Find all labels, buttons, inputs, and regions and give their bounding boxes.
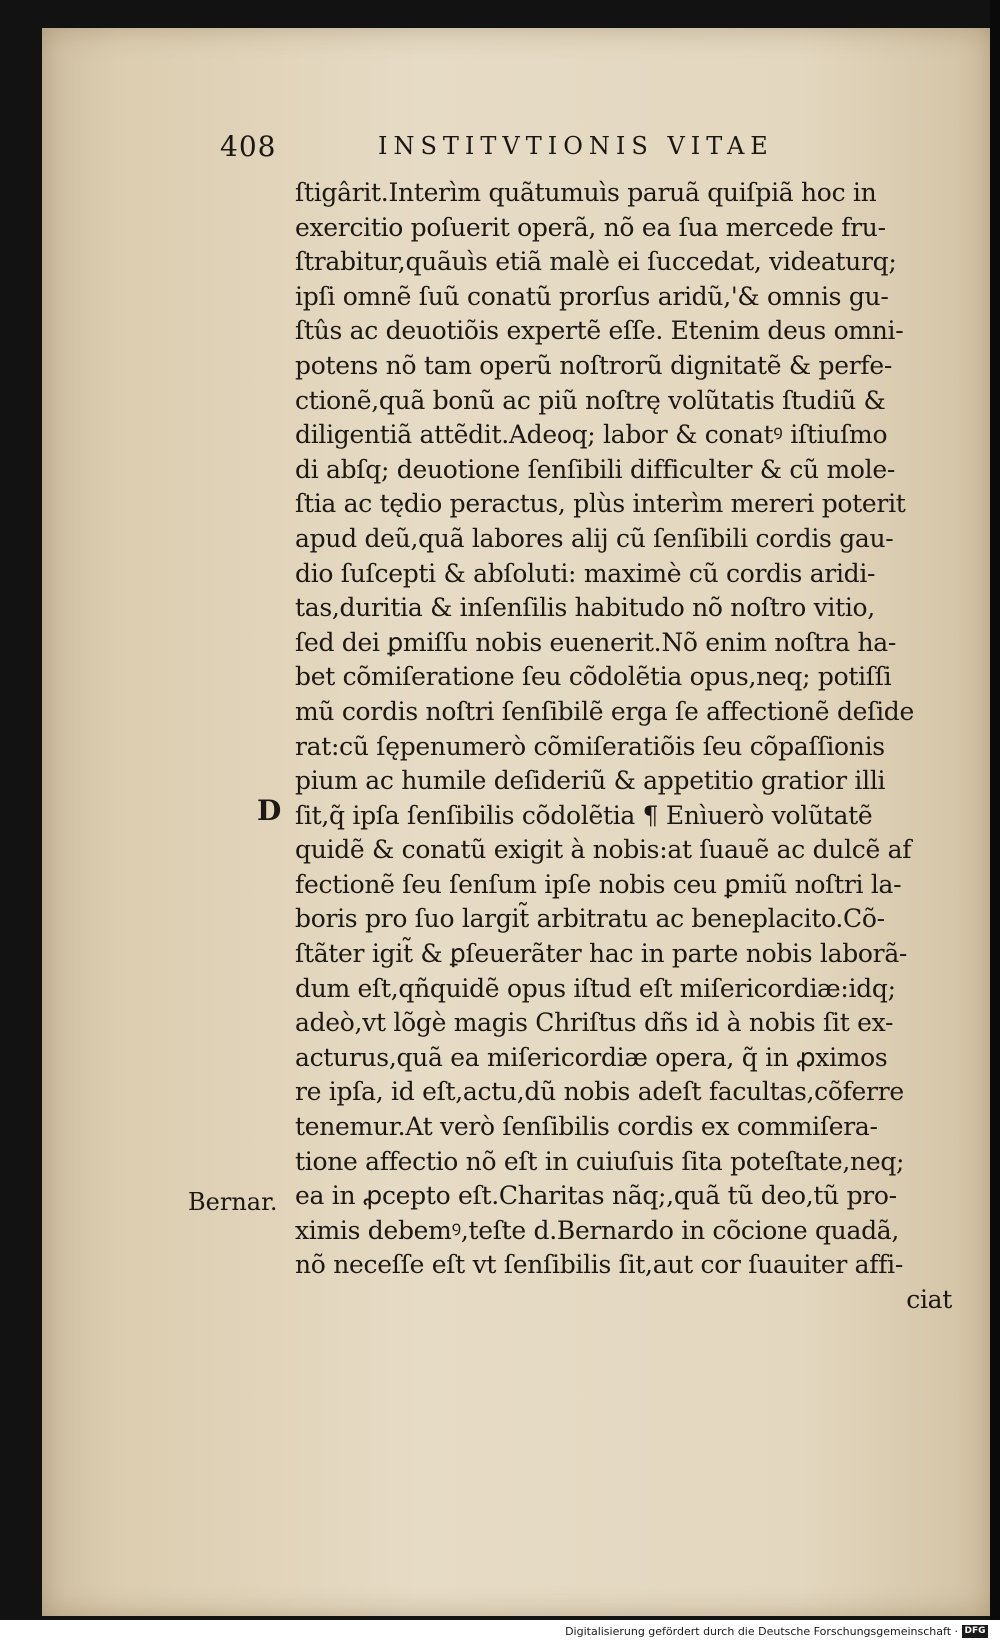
text-line: ſtigârit.Interìm quãtumuìs paruã quiſpiã hoc in — [295, 178, 877, 207]
text-line: dio ſuſcepti & abſoluti: maximè cũ cordis aridi- — [295, 558, 876, 588]
text-line: pium ac humile deſideriũ & appetitio gratior illi — [295, 766, 886, 796]
page-header — [220, 130, 860, 170]
text-line: potens nõ tam operũ noſtrorũ dignitatẽ & perfe- — [295, 350, 892, 380]
text-line: ſed dei ꝑmiſſu nobis euenerit.Nõ enim noſtra ha- — [295, 627, 897, 657]
text-line: re ipſa, id eſt,actu,dũ nobis adeſt facultas,cõferre — [295, 1077, 904, 1107]
text-line: ſit,q̃ ipſa ſenſibilis cõdolẽtia ¶ Enìuerò volũtatẽ — [295, 800, 873, 830]
running-head: INSTITVTIONIS VITAE — [378, 132, 774, 160]
funding-notice: Digitalisierung gefördert durch die Deutsche Forschungsgemeinschaft · — [565, 1625, 958, 1638]
text-line: ſtãter igit̃ & ꝑſeuerãter hac in parte nobis laborã- — [295, 939, 908, 969]
margin-note: Bernar. — [188, 1188, 278, 1216]
catchword: ciat — [906, 1285, 952, 1314]
text-line: ea in ꝓcepto eſt.Charitas nãq;,quã tũ deo,tũ pro- — [295, 1181, 897, 1211]
margin-section-letter: D — [257, 794, 282, 827]
text-line: nõ neceſſe eſt vt ſenſibilis ſit,aut cor ſuauiter affi- — [295, 1250, 904, 1280]
text-line: ctionẽ,quã bonũ ac piũ noſtrę volũtatis ſtudiũ & — [295, 385, 886, 415]
text-line: tione affectio nõ eſt in cuiuſuis ſita poteſtate,neq; — [295, 1146, 905, 1176]
dfg-logo-icon: DFG — [962, 1625, 988, 1638]
text-line: ſtûs ac deuotiõis expertẽ eſſe. Etenim deus omni- — [295, 316, 904, 346]
text-line: mũ cordis noſtri ſenſibilẽ erga ſe affectionẽ deſide — [295, 696, 914, 726]
text-line: tas,duritia & inſenſilis habitudo nõ noſtro vitio, — [295, 593, 875, 623]
footer-bar — [0, 1620, 1000, 1644]
text-line: rat:cũ ſępenumerò cõmiſeratiõis ſeu cõpaſſionis — [295, 731, 885, 761]
text-line: fectionẽ ſeu ſenſum ipſe nobis ceu ꝑmiũ noſtri la- — [295, 869, 902, 899]
text-line: boris pro ſuo largit̃ arbitratu ac beneplacito.Cõ- — [295, 904, 885, 934]
text-line: ipſi omnẽ ſuũ conatũ prorſus aridũ,'& omnis gu- — [295, 281, 889, 311]
binding-edge — [990, 0, 1000, 1620]
text-line: dum eſt,qñquidẽ opus iſtud eſt miſericordiæ:idq; — [295, 973, 896, 1003]
text-line: quidẽ & conatũ exigit à nobis:at ſuauẽ ac dulcẽ af — [295, 835, 912, 865]
text-line: ximis debemꝰ,teſte d.Bernardo in cõcione quadã, — [295, 1215, 900, 1245]
text-line: diligentiã attẽdit.Adeoq; labor & conatꝰ iſtiuſmo — [295, 420, 888, 450]
text-line: adeò,vt lõgè magis Chriſtus dñs id à nobis ſit ex- — [295, 1008, 894, 1038]
text-line: acturus,quã ea miſericordiæ opera, q̃ in ꝓximos — [295, 1042, 888, 1072]
text-line: bet cõmiſeratione ſeu cõdolẽtia opus,neq; potiſſi — [295, 662, 892, 692]
text-line: di abſq; deuotione ſenſibili difficulter & cũ mole- — [295, 454, 895, 484]
text-line: tenemur.At verò ſenſibilis cordis ex commiſera- — [295, 1112, 878, 1142]
text-line: ſtia ac tędio peractus, plùs interìm mereri poterit — [295, 489, 906, 519]
text-line: ſtrabitur,quãuìs etiã malè ei ſuccedat, videaturq; — [295, 247, 897, 277]
text-line: apud deũ,quã labores alij cũ ſenſibili cordis gau- — [295, 523, 894, 553]
body-text — [295, 176, 960, 1318]
text-line: exercitio poſuerit operã, nõ ea ſua mercede fru- — [295, 212, 886, 242]
page-number: 408 — [220, 130, 277, 163]
